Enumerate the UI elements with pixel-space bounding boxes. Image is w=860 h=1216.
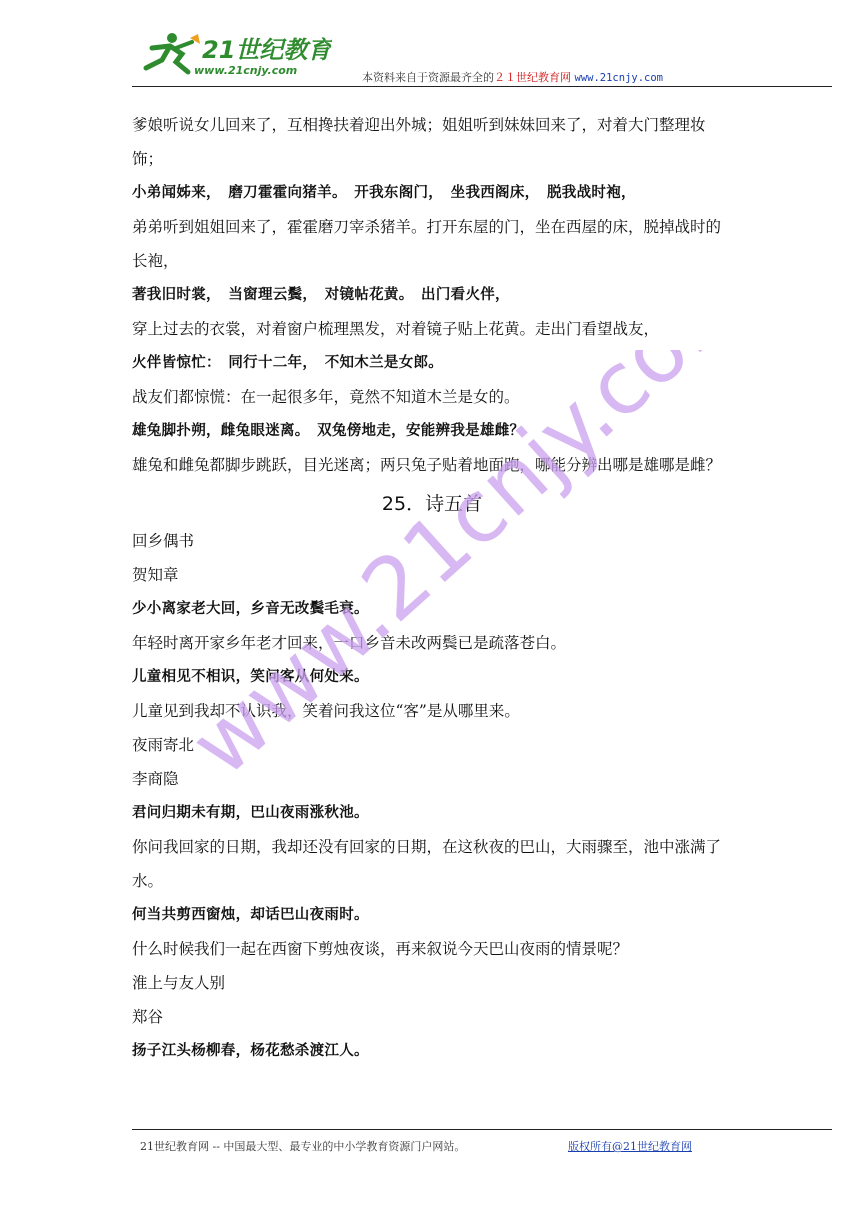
svg-text:21世纪教育: 21世纪教育 <box>202 36 332 64</box>
tagline-url[interactable]: www.21cnjy.com <box>574 72 664 84</box>
header-tagline <box>362 69 663 85</box>
poem-verse: 雄兔脚扑朔，雌兔眼迷离。 双兔傍地走，安能辨我是雄雌？ <box>132 423 525 439</box>
text-line: 什么时候我们一起在西窗下剪烛夜谈，再来叙说今天巴山夜雨的情景呢？ <box>132 940 629 958</box>
text-line: 你问我回家的日期，我却还没有回家的日期，在这秋夜的巴山，大雨骤至，池中涨满了水。 <box>132 838 722 890</box>
watermark-text: www.21cnjy.com <box>185 350 705 796</box>
site-logo[interactable] <box>132 28 332 84</box>
translation-block <box>132 108 732 482</box>
header-divider <box>132 86 832 87</box>
page-header <box>132 28 832 88</box>
text-line: 弟弟听到姐姐回来了，霍霍磨刀宰杀猪羊。打开东屋的门，坐在西屋的床，脱掉战时的长袍， <box>132 218 722 270</box>
text-line: 回乡偶书 <box>132 532 195 550</box>
text-line: 贺知章 <box>132 566 179 584</box>
logo-icon <box>132 28 332 84</box>
text-line: 郑谷 <box>132 1008 164 1026</box>
text-line: 穿上过去的衣裳，对着窗户梳理黑发，对着镜子贴上花黄。走出门看望战友， <box>132 320 660 338</box>
poem-verse: 著我旧时裳， 当窗理云鬓， 对镜帖花黄。 出门看火伴， <box>132 287 510 303</box>
text-line: 年轻时离开家乡年老才回来，一口乡音未改两鬓已是疏落苍白。 <box>132 634 567 652</box>
text-line: 雄兔和雌兔都脚步跳跃，目光迷离；两只兔子贴着地面跑，哪能分辨出哪是雄哪是雌？ <box>132 456 722 474</box>
tagline-brand[interactable]: ２１世纪教育网 <box>494 71 571 84</box>
text-line: 夜雨寄北 <box>132 736 195 754</box>
poem-verse: 何当共剪西窗烛，却话巴山夜雨时。 <box>132 907 369 923</box>
tagline-prefix: 本资料来自于资源最齐全的 <box>362 71 494 84</box>
section-title: 25．诗五首 <box>381 493 483 515</box>
text-line: 淮上与友人别 <box>132 974 226 992</box>
document-body <box>132 108 732 1068</box>
footer-text: 21世纪教育网 -- 中国最大型、最专业的中小学教育资源门户网站。 <box>140 1140 466 1153</box>
poem-verse: 扬子江头杨柳春，杨花愁杀渡江人。 <box>132 1043 369 1059</box>
poems-block <box>132 524 732 1068</box>
footer-copyright-link[interactable]: 版权所有@21世纪教育网 <box>568 1140 692 1153</box>
poem-verse: 小弟闻姊来， 磨刀霍霍向猪羊。 开我东阁门， 坐我西阁床， 脱我战时袍， <box>132 185 636 201</box>
svg-text:www.21cnjy.com: www.21cnjy.com <box>194 64 298 77</box>
poem-verse: 火伴皆惊忙： 同行十二年， 不知木兰是女郎。 <box>132 355 444 371</box>
poem-verse: 少小离家老大回，乡音无改鬓毛衰。 <box>132 601 369 617</box>
text-line: 李商隐 <box>132 770 179 788</box>
poem-verse: 儿童相见不相识，笑问客从何处来。 <box>132 669 369 685</box>
text-line: 爹娘听说女儿回来了，互相搀扶着迎出外城；姐姐听到妹妹回来了，对着大门整理妆饰； <box>132 116 706 168</box>
text-line: 儿童见到我却不认识我，笑着问我这位“客”是从哪里来。 <box>132 702 520 720</box>
poem-verse: 君问归期未有期，巴山夜雨涨秋池。 <box>132 805 369 821</box>
text-line: 战友们都惊慌：在一起很多年，竟然不知道木兰是女的。 <box>132 388 520 406</box>
footer-divider <box>132 1129 832 1130</box>
